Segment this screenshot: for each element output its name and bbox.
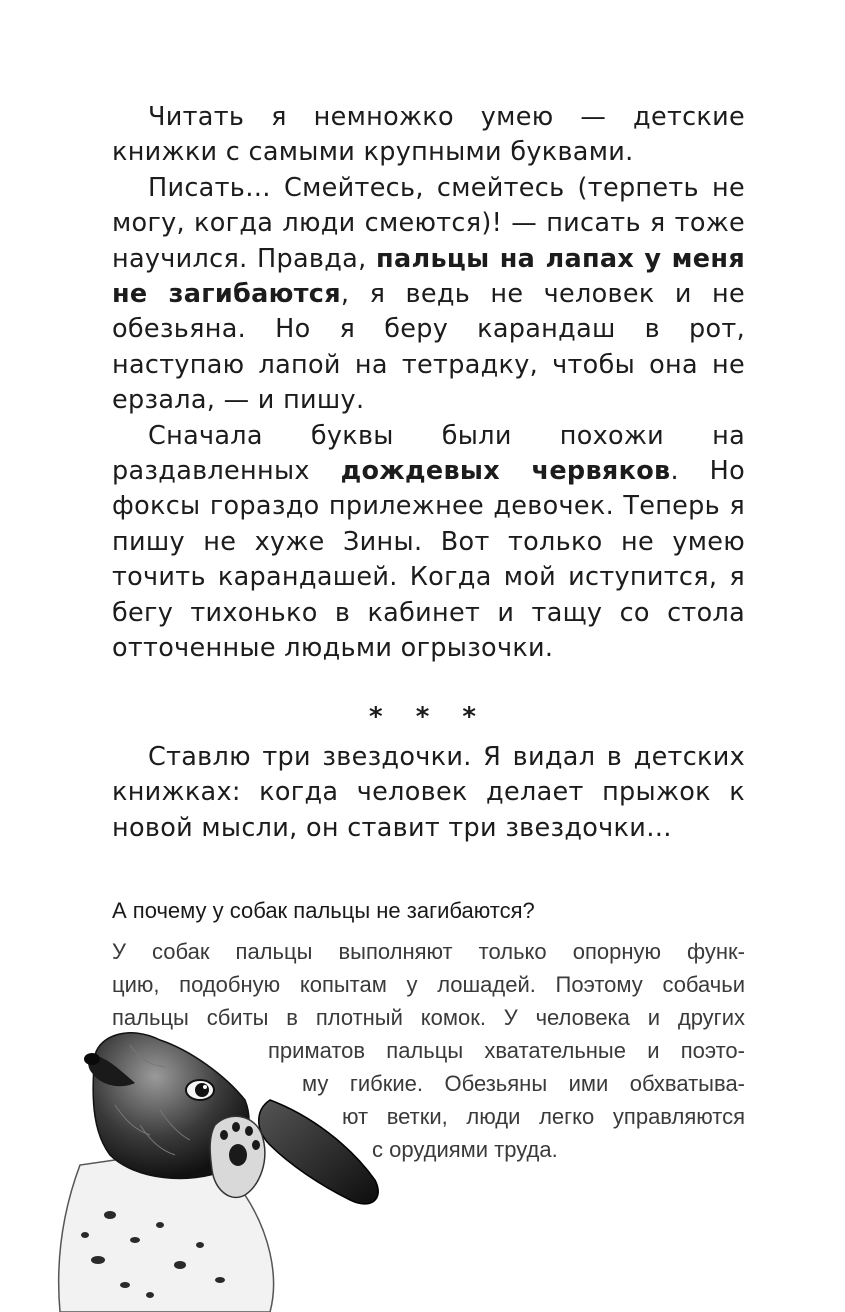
bold-term-toes: пальцы на лапах у меня не загибаются [112, 243, 745, 310]
dog-illustration [40, 1015, 390, 1312]
section-separator: * * * [369, 702, 488, 732]
story-text [112, 100, 745, 667]
sidebar-answer-line: ют ветки, люди легко управляются [342, 1104, 745, 1129]
sidebar-answer-line: пальцы сбиты в плотный комок. У человека и других [112, 1005, 745, 1030]
sidebar-answer-line: с орудиями труда. [372, 1137, 558, 1162]
paragraph-letters: Сначала буквы были похожи на раздавленных дождевых червяков. Но фоксы гораздо прилежнее девочек. Теперь я пишу не хуже Зины. Вот только не умею точить карандашей. Когда мой иступится, я бегу тихонько в кабинет и тащу со стола отточенные людьми огрызочки. [112, 420, 746, 664]
paragraph-stars: Ставлю три звездочки. Я видал в детских книжках: когда человек делает прыжок к новой мысли, он ставит три звездочки… [112, 742, 745, 843]
story-text-continued [112, 740, 745, 846]
sidebar-answer-line: цию, подобную копытам у лошадей. Поэтому собачьи [112, 972, 745, 997]
paragraph-writing: Писать… Смейтесь, смейтесь (терпеть не могу, когда люди смеются)! — писать я тоже научился. Правда, пальцы на лапах у меня не загибаются, я ведь не человек и не обезьяна. Но я беру карандаш в рот, наступаю лапой на тетрадку, чтобы она не ерзала, — и пишу. [112, 172, 745, 416]
sidebar-answer-line: У собак пальцы выполняют только опорную функ- [112, 939, 745, 964]
sidebar-question: А почему у собак пальцы не загибаются? [112, 898, 535, 923]
bold-term-worms: дождевых червяков [340, 456, 671, 487]
paragraph-reading: Читать я немножко умею — детские книжки с самыми крупными буквами. [112, 102, 745, 168]
sidebar-answer-line: му гибкие. Обезьяны ими обхватыва- [302, 1071, 745, 1096]
sidebar-answer-line: приматов пальцы хватательные и поэто- [268, 1038, 745, 1063]
